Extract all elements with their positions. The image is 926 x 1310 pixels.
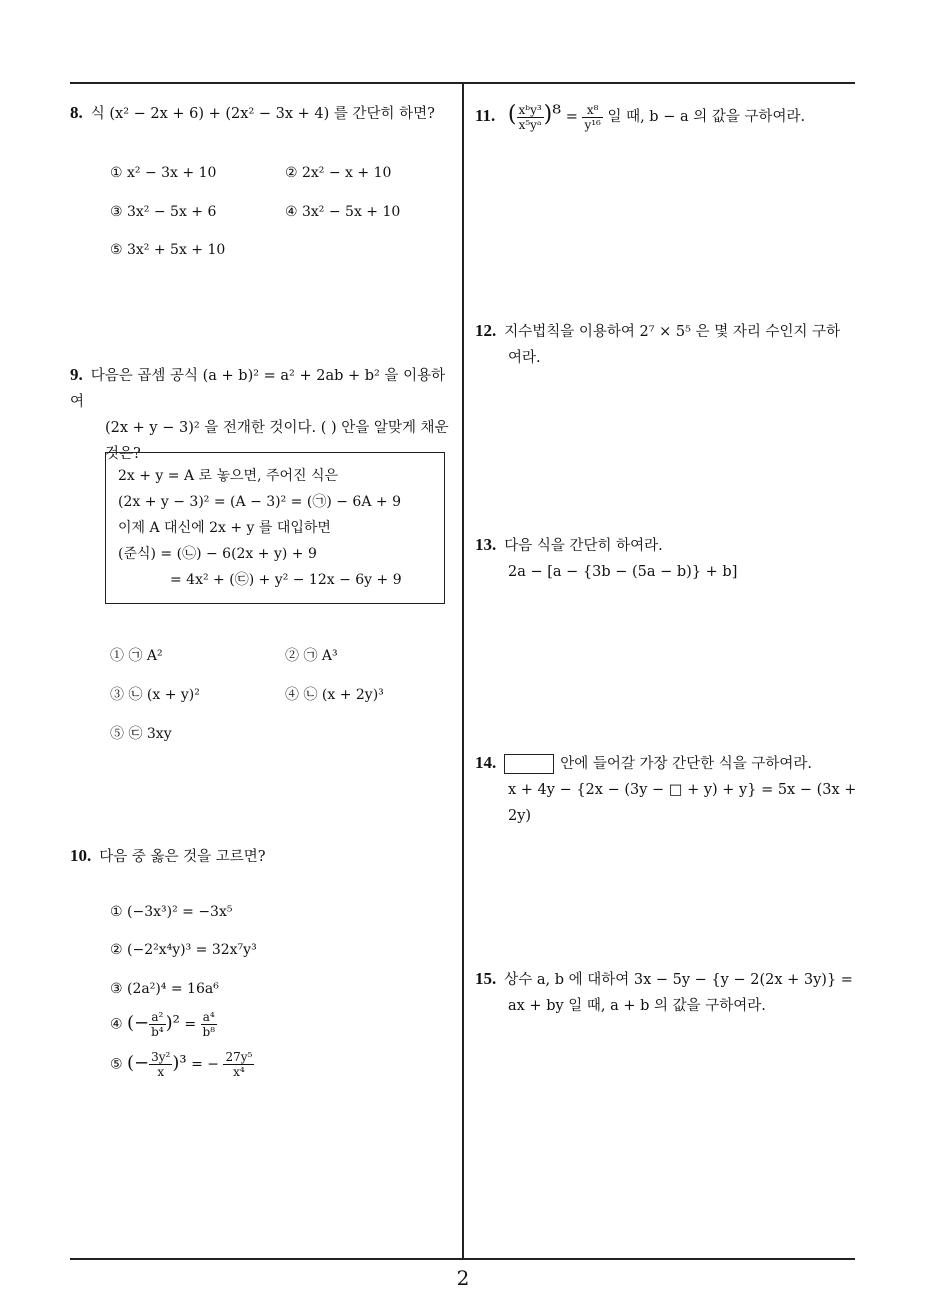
question-10: [70, 843, 455, 870]
question-number: 12.: [475, 321, 497, 340]
question-number: 15.: [475, 969, 497, 988]
fraction: [517, 103, 544, 132]
paren-close: )⁸: [543, 102, 562, 127]
question-line-2: (2x + y − 3)² 을 전개한 것이다. ( ) 안을 알맞게 채운: [105, 420, 449, 436]
q8-option-4[interactable]: ④ 3x² − 5x + 10: [285, 204, 401, 220]
q10-option-2[interactable]: ② (−2²x⁴y)³ = 32x⁷y³: [110, 942, 257, 958]
question-15: [475, 966, 860, 1019]
denominator: x⁴: [233, 1065, 245, 1079]
box-line-3: 이제 A 대신에 2x + y 를 대입하면: [118, 520, 331, 536]
q10-option-4[interactable]: [110, 1010, 217, 1039]
question-line-1: 지수법칙을 이용하여 2⁷ × 5⁵ 은 몇 자리 수인지 구하: [504, 324, 841, 340]
fraction-result: [223, 1050, 254, 1079]
numerator: a⁴: [201, 1010, 218, 1025]
question-13: [475, 532, 860, 585]
question-line-1: 상수 a, b 에 대하여 3x − 5y − {y − 2(2x + 3y)} =: [504, 972, 853, 988]
equals: =: [565, 109, 578, 125]
q9-option-1[interactable]: ① ㉠ A²: [110, 648, 163, 664]
fraction-result: [582, 103, 602, 132]
equals: = −: [191, 1056, 219, 1073]
q10-option-3[interactable]: ③ (2a²)⁴ = 16a⁶: [110, 981, 219, 997]
question-text: 다음 식을 간단히 하여라.: [504, 538, 663, 554]
fraction: [149, 1010, 166, 1039]
column-divider: [462, 84, 464, 1260]
paren-close: )²: [165, 1012, 180, 1034]
expression: x + 4y − {2x − (3y − □ + y) + y} = 5x − (3x + 2y): [508, 782, 857, 824]
question-11: [475, 102, 860, 132]
box-line-4: (준식) = (㉡) − 6(2x + y) + 9: [118, 546, 317, 562]
question-14: [475, 750, 860, 829]
page-number: 2: [456, 1266, 470, 1290]
option-label: ⑤: [110, 1056, 123, 1073]
paren-open: (−: [127, 1012, 150, 1034]
box-line-2: (2x + y − 3)² = (A − 3)² = (㉠) − 6A + 9: [118, 494, 401, 510]
denominator: x⁵yᵃ: [518, 117, 542, 132]
question-line-2: ax + by 일 때, a + b 의 값을 구하여라.: [508, 998, 766, 1014]
paren-close: )³: [172, 1052, 187, 1074]
fraction-result: [201, 1010, 218, 1039]
question-line-3: 것은?: [105, 446, 141, 462]
question-text: 일 때, b − a 의 값을 구하여라.: [607, 109, 806, 125]
numerator: 3y²: [151, 1050, 171, 1064]
q8-option-1[interactable]: ① x² − 3x + 10: [110, 165, 217, 181]
question-number: 13.: [475, 535, 497, 554]
question-number: 8.: [70, 103, 83, 122]
q9-option-5[interactable]: ⑤ ㉢ 3xy: [110, 726, 172, 742]
q9-option-2[interactable]: ② ㉠ A³: [285, 648, 338, 664]
numerator: x⁸: [582, 103, 602, 118]
numerator: 27y⁵: [225, 1050, 253, 1064]
option-label: ④: [110, 1016, 123, 1033]
question-number: 10.: [70, 846, 92, 865]
box-line-1: 2x + y = A 로 놓으면, 주어진 식은: [118, 468, 339, 484]
expression: 2a − [a − {3b − (5a − b)} + b]: [508, 564, 738, 580]
question-number: 9.: [70, 365, 83, 384]
question-12: [475, 318, 860, 371]
question-line-2: 여라.: [508, 350, 541, 366]
bottom-rule: [70, 1258, 855, 1260]
denominator: x: [157, 1065, 165, 1079]
q10-option-1[interactable]: ① (−3x³)² = −3x⁵: [110, 904, 233, 920]
blank-box: [504, 754, 554, 774]
denominator: b⁸: [202, 1025, 216, 1039]
question-8: [70, 100, 455, 127]
question-line-1: 다음은 곱셈 공식 (a + b)² = a² + 2ab + b² 을 이용하여: [70, 368, 446, 410]
question-text: 식 (x² − 2x + 6) + (2x² − 3x + 4) 를 간단히 하면?: [90, 106, 435, 122]
q9-derivation-box: [105, 452, 445, 604]
q10-option-5[interactable]: [110, 1050, 254, 1079]
denominator: y¹⁶: [584, 117, 601, 132]
question-text: 안에 들어갈 가장 간단한 식을 구하여라.: [560, 756, 813, 772]
equals: =: [184, 1016, 197, 1033]
fraction: [149, 1050, 172, 1079]
numerator: xᵇy³: [518, 102, 542, 117]
paren-open: (: [507, 102, 517, 127]
box-line-5: = 4x² + (㉢) + y² − 12x − 6y + 9: [170, 572, 402, 588]
paren-open: (−: [127, 1052, 150, 1074]
numerator: a²: [149, 1010, 166, 1025]
question-number: 11.: [475, 106, 496, 125]
q8-option-5[interactable]: ⑤ 3x² + 5x + 10: [110, 242, 226, 258]
denominator: b⁴: [151, 1025, 164, 1039]
question-number: 14.: [475, 753, 497, 772]
q8-option-2[interactable]: ② 2x² − x + 10: [285, 165, 392, 181]
q9-option-3[interactable]: ③ ㉡ (x + y)²: [110, 687, 200, 703]
q8-option-3[interactable]: ③ 3x² − 5x + 6: [110, 204, 217, 220]
question-text: 다음 중 옳은 것을 고르면?: [99, 849, 266, 865]
q9-option-4[interactable]: ④ ㉡ (x + 2y)³: [285, 687, 384, 703]
